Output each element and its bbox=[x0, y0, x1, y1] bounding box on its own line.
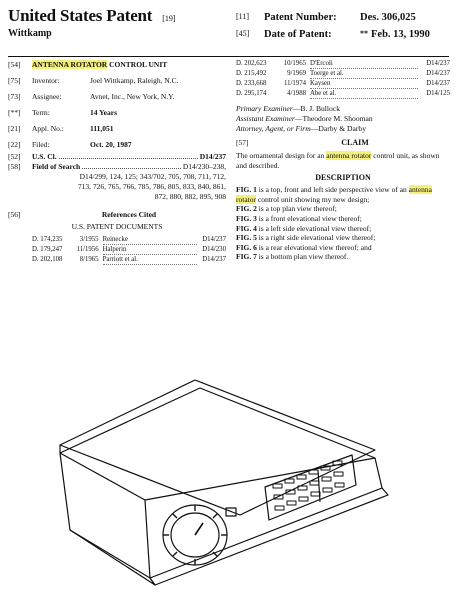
uscl-leader bbox=[59, 152, 198, 159]
ref-date: 3/1955 bbox=[79, 236, 99, 243]
refs-code: [56] bbox=[8, 210, 21, 219]
table-row bbox=[236, 69, 450, 79]
patent-number-code: [11] bbox=[236, 12, 250, 21]
drawing-front-base bbox=[150, 488, 388, 585]
search-line: 713, 726, 765, 766, 785, 786, 805, 833, 840, 861, bbox=[77, 182, 226, 191]
fig-label: FIG. 4 bbox=[236, 223, 257, 233]
left-column bbox=[8, 60, 226, 265]
assistant-examiner-label: Assistant Examiner bbox=[236, 114, 295, 123]
drawing-left-side bbox=[60, 453, 155, 585]
ref-name: Toerge et al. bbox=[310, 69, 418, 79]
term-label: Term: bbox=[32, 108, 50, 117]
uscl-row bbox=[8, 152, 226, 162]
search-row bbox=[8, 162, 226, 172]
filed-value: Oct. 20, 1987 bbox=[90, 140, 132, 149]
patent-header-right bbox=[236, 12, 451, 46]
date-row bbox=[236, 29, 451, 40]
patent-number-row bbox=[236, 12, 451, 23]
term-code: [**] bbox=[8, 108, 21, 117]
table-row bbox=[236, 89, 450, 99]
appl-row bbox=[8, 124, 226, 134]
ref-name: Halperin bbox=[103, 245, 197, 255]
refs-table-right bbox=[236, 59, 450, 99]
inventor-label: Inventor: bbox=[32, 76, 60, 85]
fig-text: is a rear elevational view thereof; and bbox=[256, 242, 372, 252]
ref-name: Kaysen bbox=[310, 79, 418, 89]
search-value: D14/230–238, bbox=[182, 162, 226, 171]
ref-name: Abe et al. bbox=[310, 89, 418, 99]
inventor-value: Joel Wittkamp, Raleigh, N.C. bbox=[90, 76, 179, 85]
refs-heading: References Cited bbox=[101, 210, 157, 219]
fig-text: is a top plan view thereof; bbox=[256, 204, 337, 214]
drawing-top-face bbox=[60, 380, 375, 515]
fig-highlight: antenna rotator bbox=[236, 185, 432, 204]
claim-text bbox=[236, 151, 450, 170]
design-drawing bbox=[0, 330, 457, 600]
fig-label: FIG. 2 bbox=[236, 204, 257, 214]
ref-num: D. 215,492 bbox=[236, 70, 267, 77]
ref-date: 11/1974 bbox=[283, 80, 306, 87]
ref-num: D. 295,174 bbox=[236, 90, 267, 97]
ref-date: 9/1969 bbox=[287, 70, 306, 77]
refs-heading-row bbox=[8, 210, 226, 220]
uscl-label: U.S. Cl. bbox=[32, 152, 57, 161]
ref-num: D. 233,668 bbox=[236, 80, 267, 87]
fig-text: control unit showing my new design; bbox=[256, 194, 370, 204]
inventor-row bbox=[8, 76, 226, 86]
table-row bbox=[32, 235, 226, 245]
description-fig bbox=[236, 214, 450, 224]
search-line: 872, 880, 882, 895, 908 bbox=[154, 192, 226, 201]
ref-date: 4/1988 bbox=[287, 90, 306, 97]
appl-code: [21] bbox=[8, 124, 21, 133]
claim-heading: CLAIM bbox=[341, 138, 369, 147]
patent-header-left bbox=[8, 6, 176, 39]
ref-date: 8/1965 bbox=[79, 256, 99, 263]
description-fig bbox=[236, 204, 450, 214]
fig-text: is a bottom plan view thereof. bbox=[256, 252, 349, 262]
assistant-examiner: —Theodore M. Shooman bbox=[294, 114, 373, 123]
description-fig bbox=[236, 252, 450, 262]
claim-part: The ornamental design for an bbox=[236, 151, 327, 160]
ref-date: 10/1965 bbox=[283, 60, 306, 67]
ref-date: 11/1956 bbox=[76, 246, 99, 253]
fig-label: FIG. 5 bbox=[236, 233, 257, 243]
ref-num: D. 202,623 bbox=[236, 60, 267, 67]
fig-label: FIG. 6 bbox=[236, 242, 257, 252]
panel-divider bbox=[318, 470, 320, 502]
claim-part: control unit, as shown and described. bbox=[236, 151, 440, 170]
patent-number: Des. 306,025 bbox=[360, 12, 416, 23]
description-fig bbox=[236, 243, 450, 253]
examiners bbox=[236, 104, 450, 134]
claim-heading-row bbox=[236, 138, 450, 148]
ref-name: Reinecke bbox=[103, 235, 197, 245]
filed-code: [22] bbox=[8, 140, 21, 149]
patent-title: United States Patent bbox=[8, 6, 153, 25]
description-heading: DESCRIPTION bbox=[315, 173, 371, 183]
assignee-row bbox=[8, 92, 226, 102]
patent-number-label: Patent Number: bbox=[264, 12, 337, 23]
description-fig1 bbox=[236, 185, 450, 204]
table-row bbox=[32, 255, 226, 265]
ref-name: D'Ercoli bbox=[310, 59, 418, 69]
primary-examiner: —B. J. Bullock bbox=[292, 104, 340, 113]
attorney: —Darby & Darby bbox=[310, 124, 367, 133]
table-row bbox=[236, 79, 450, 89]
title-code: [19] bbox=[162, 14, 176, 23]
drawing-top-inner bbox=[60, 388, 375, 458]
description-fig bbox=[236, 224, 450, 234]
date-marker: ** bbox=[360, 29, 368, 38]
inventor-code: [75] bbox=[8, 76, 21, 85]
ref-name: Parriott et al. bbox=[103, 255, 197, 265]
table-row bbox=[32, 245, 226, 255]
appl-value: 111,051 bbox=[90, 124, 114, 133]
button-grid bbox=[273, 461, 344, 510]
filed-label: Filed: bbox=[32, 140, 50, 149]
fig-text: is a right side elevational view thereof; bbox=[256, 233, 376, 243]
ref-class: D14/237 bbox=[202, 256, 226, 263]
search-label: Field of Search bbox=[32, 162, 81, 171]
fig-label: FIG. 3 bbox=[236, 213, 257, 223]
title-rest: CONTROL UNIT bbox=[107, 60, 168, 69]
ref-class: D14/237 bbox=[202, 236, 226, 243]
ref-num: D. 179,247 bbox=[32, 246, 63, 253]
fig-text: is a left side elevational view thereof; bbox=[256, 223, 372, 233]
fig-label: FIG. 1 bbox=[236, 185, 257, 195]
date-code: [45] bbox=[236, 29, 250, 38]
filed-row bbox=[8, 140, 226, 150]
patent-date: Feb. 13, 1990 bbox=[371, 29, 430, 40]
drawing-bottom-edge bbox=[70, 530, 155, 585]
description-fig bbox=[236, 233, 450, 243]
assignee-label: Assignee: bbox=[32, 92, 62, 101]
uscl-value: D14/237 bbox=[199, 152, 226, 161]
fig-text: is a top, front and left side perspective view of an bbox=[256, 185, 409, 195]
refs-subheading: U.S. PATENT DOCUMENTS bbox=[71, 222, 163, 231]
header-rule bbox=[8, 56, 449, 57]
claim-highlight: antenna rotator bbox=[326, 151, 372, 160]
uscl-code: [52] bbox=[8, 152, 21, 161]
title-code-54: [54] bbox=[8, 60, 21, 69]
refs-table-left bbox=[8, 235, 226, 265]
title-row bbox=[8, 60, 226, 70]
dial-needle bbox=[195, 523, 203, 535]
fig-text: is a front elevational view thereof; bbox=[256, 213, 362, 223]
attorney-label: Attorney, Agent, or Firm bbox=[236, 124, 311, 133]
drawing-left-bevel bbox=[60, 453, 145, 500]
search-code: [58] bbox=[8, 162, 21, 171]
ref-class: D14/237 bbox=[426, 70, 450, 77]
ref-class: D14/237 bbox=[426, 80, 450, 87]
claim-code: [57] bbox=[236, 138, 249, 147]
ref-num: D. 174,235 bbox=[32, 236, 63, 243]
appl-label: Appl. No.: bbox=[32, 124, 64, 133]
term-value: 14 Years bbox=[90, 108, 118, 117]
fig-label: FIG. 7 bbox=[236, 252, 257, 262]
search-line: D14/299, 124, 125; 343/702, 705, 708, 711, 712, bbox=[79, 172, 226, 181]
assignee-value: Avnet, Inc., New York, N.Y. bbox=[90, 92, 175, 101]
search-lines bbox=[8, 172, 226, 202]
ref-class: D14/125 bbox=[426, 90, 450, 97]
ref-class: D14/237 bbox=[426, 60, 450, 67]
title-highlight: ANTENNA ROTATOR bbox=[32, 60, 108, 69]
inventor-surname: Wittkamp bbox=[8, 28, 52, 39]
primary-examiner-label: Primary Examiner bbox=[236, 104, 293, 113]
term-row bbox=[8, 108, 226, 118]
ref-num: D. 202,108 bbox=[32, 256, 63, 263]
ref-class: D14/230 bbox=[202, 246, 226, 253]
date-label: Date of Patent: bbox=[264, 29, 332, 40]
right-column bbox=[236, 59, 450, 262]
assignee-code: [73] bbox=[8, 92, 21, 101]
search-leader bbox=[82, 162, 181, 169]
table-row bbox=[236, 59, 450, 69]
